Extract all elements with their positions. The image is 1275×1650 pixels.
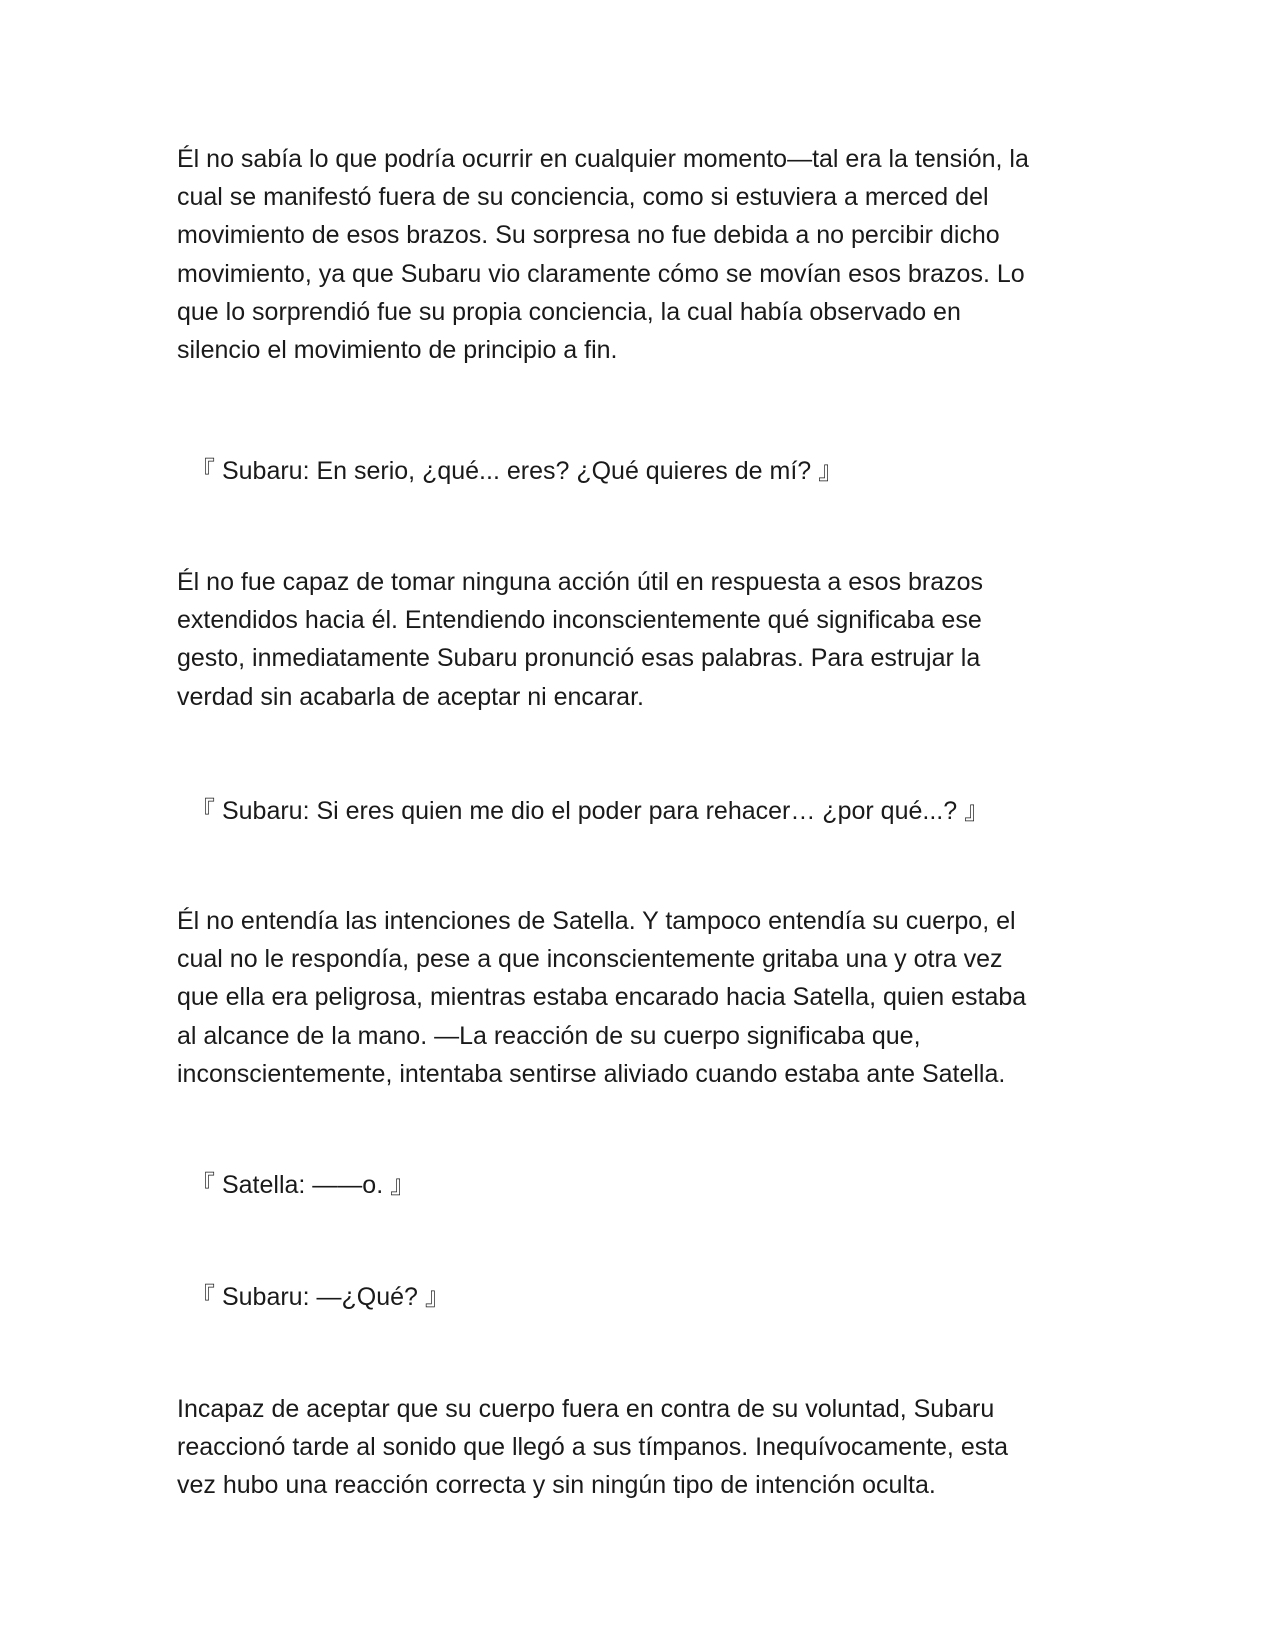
paragraph-line: que lo sorprendió fue su propia conciencia, la cual había observado en bbox=[177, 297, 961, 326]
paragraph-line: que ella era peligrosa, mientras estaba encarado hacia Satella, quien estaba bbox=[177, 983, 1027, 1012]
dialogue-1 bbox=[190, 452, 843, 490]
open-bracket: 『 bbox=[190, 1282, 216, 1311]
paragraph-line: Él no sabía lo que podría ocurrir en cualquier momento—tal era la tensión, la bbox=[177, 145, 1029, 173]
dialogue-3 bbox=[190, 1166, 415, 1204]
dialogue-2 bbox=[190, 792, 989, 830]
paragraph-line: movimiento, ya que Subaru vio claramente cómo se movían esos brazos. Lo bbox=[177, 259, 1025, 288]
paragraph-line: cual no le respondía, pese a que inconscientemente gritaba una y otra vez bbox=[177, 945, 1003, 974]
paragraph-line: cual se manifestó fuera de su conciencia, como si estuviera a merced del bbox=[177, 183, 989, 212]
paragraph-line: Él no entendía las intenciones de Satella. Y tampoco entendía su cuerpo, el bbox=[177, 907, 1016, 935]
close-bracket: 』 bbox=[964, 796, 990, 825]
paragraph-3 bbox=[177, 902, 1097, 1093]
paragraph-line: reaccionó tarde al sonido que llegó a sus tímpanos. Inequívocamente, esta bbox=[177, 1433, 1009, 1462]
close-bracket: 』 bbox=[390, 1170, 416, 1199]
paragraph-line: inconscientemente, intentaba sentirse aliviado cuando estaba ante Satella. bbox=[177, 1059, 1006, 1088]
close-bracket: 』 bbox=[818, 456, 844, 485]
paragraph-line: Incapaz de aceptar que su cuerpo fuera en contra de su voluntad, Subaru bbox=[177, 1395, 995, 1423]
paragraph-line: verdad sin acabarla de aceptar ni encarar. bbox=[177, 682, 644, 711]
close-bracket: 』 bbox=[424, 1282, 450, 1311]
paragraph-line: silencio el movimiento de principio a fin. bbox=[177, 336, 618, 365]
paragraph-4 bbox=[177, 1390, 1097, 1505]
dialogue-text: Satella: ——o. bbox=[221, 1171, 384, 1199]
paragraph-line: movimiento de esos brazos. Su sorpresa no fue debida a no percibir dicho bbox=[177, 221, 1000, 250]
paragraph-line: Él no fue capaz de tomar ninguna acción útil en respuesta a esos brazos bbox=[177, 568, 984, 596]
open-bracket: 『 bbox=[190, 1170, 216, 1199]
open-bracket: 『 bbox=[190, 456, 216, 485]
dialogue-text: Subaru: —¿Qué? bbox=[221, 1283, 418, 1311]
dialogue-4 bbox=[190, 1278, 450, 1316]
open-bracket: 『 bbox=[190, 796, 216, 825]
dialogue-text: Subaru: Si eres quien me dio el poder para rehacer… ¿por qué...? bbox=[221, 797, 958, 825]
paragraph-1 bbox=[177, 140, 1097, 369]
paragraph-line: al alcance de la mano. —La reacción de su cuerpo significaba que, bbox=[177, 1021, 921, 1050]
paragraph-line: gesto, inmediatamente Subaru pronunció esas palabras. Para estrujar la bbox=[177, 644, 981, 673]
dialogue-text: Subaru: En serio, ¿qué... eres? ¿Qué quieres de mí? bbox=[221, 457, 812, 485]
paragraph-line: vez hubo una reacción correcta y sin ningún tipo de intención oculta. bbox=[177, 1471, 936, 1500]
paragraph-2 bbox=[177, 563, 1097, 716]
paragraph-line: extendidos hacia él. Entendiendo inconscientemente qué significaba ese bbox=[177, 606, 982, 635]
